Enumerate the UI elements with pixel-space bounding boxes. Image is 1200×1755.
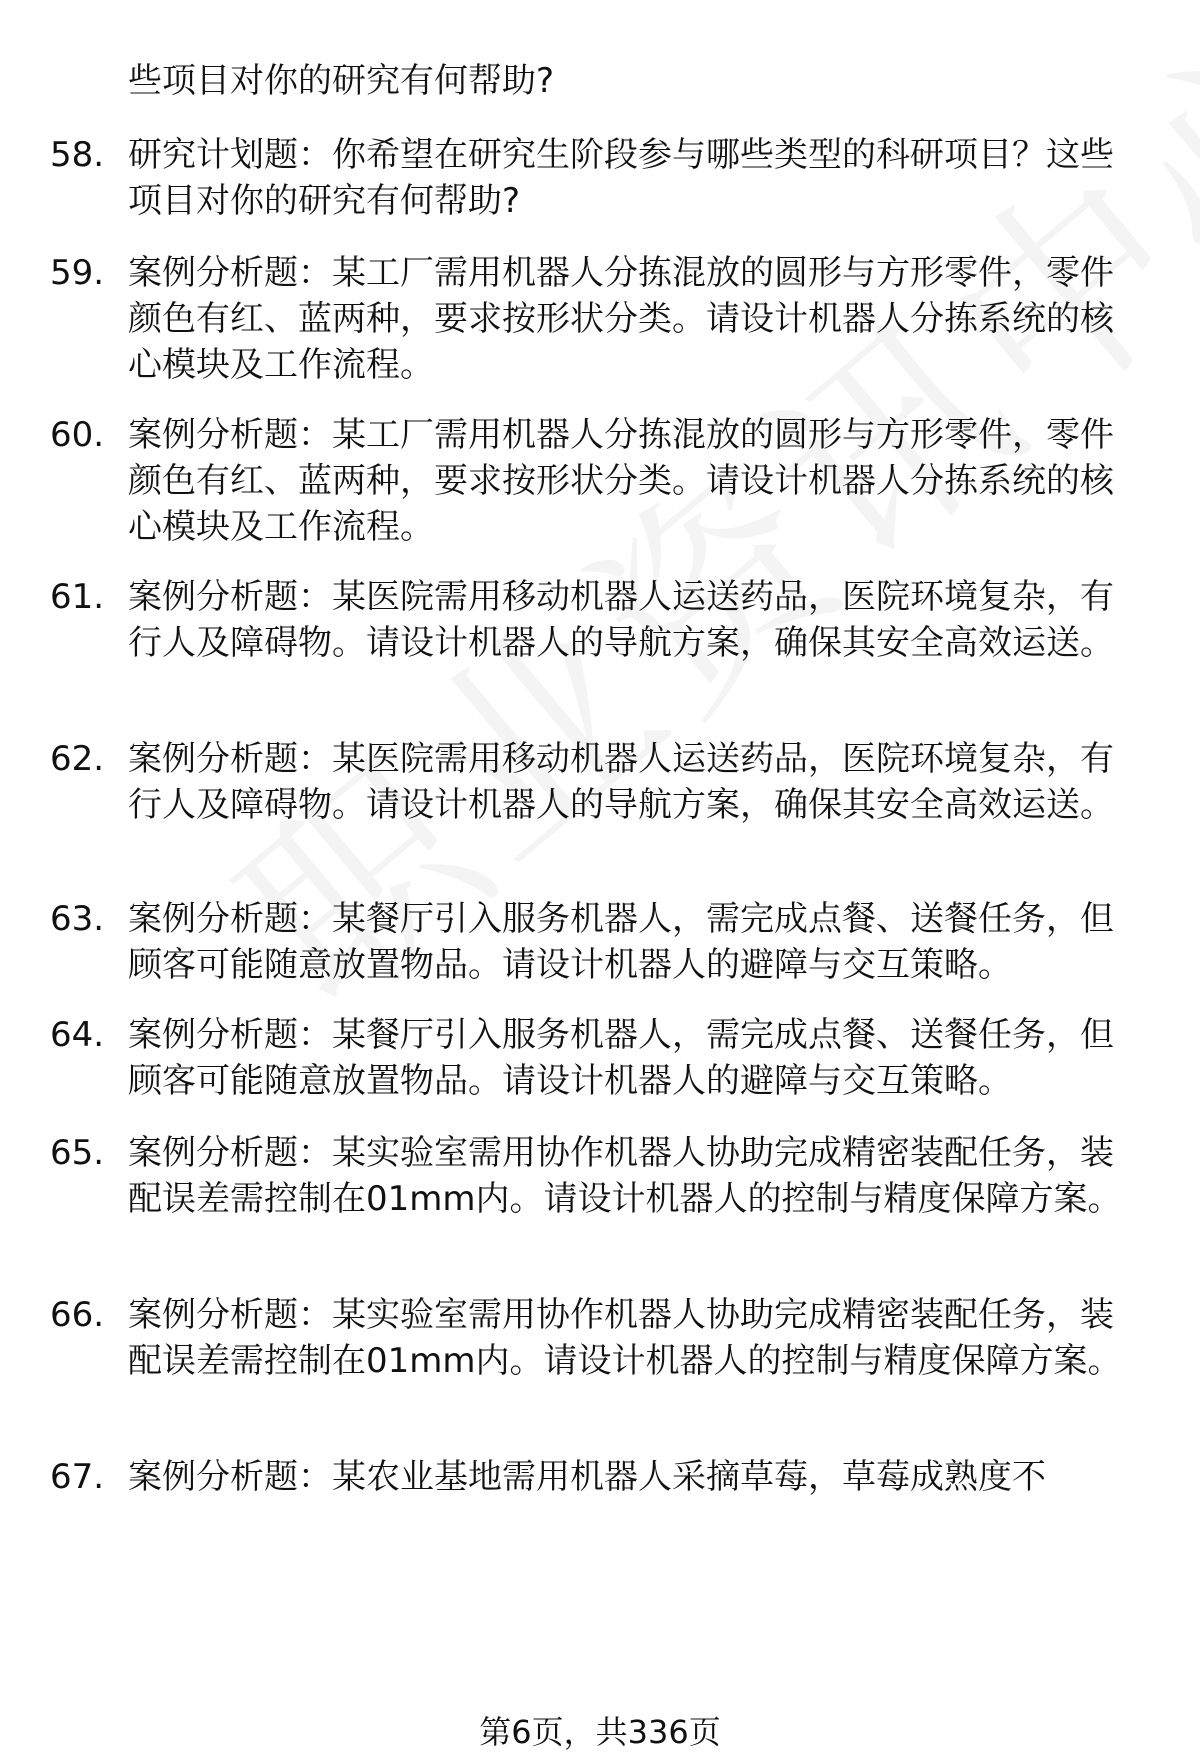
question-number: 66. [50,1295,105,1335]
question-item-66 [50,1292,1140,1384]
question-item-60 [50,412,1140,550]
question-item-63 [50,896,1140,988]
question-number: 61. [50,577,105,617]
question-text: 案例分析题：某餐厅引入服务机器人，需完成点餐、送餐任务，但顾客可能随意放置物品。请设计机器人的避障与交互策略。 [128,1015,1114,1101]
question-number: 58. [50,135,105,175]
question-text: 案例分析题：某实验室需用协作机器人协助完成精密装配任务，装配误差需控制在01mm内。请设计机器人的控制与精度保障方案。 [128,1133,1122,1219]
question-text: 案例分析题：某餐厅引入服务机器人，需完成点餐、送餐任务，但顾客可能随意放置物品。请设计机器人的避障与交互策略。 [128,899,1114,985]
question-number: 60. [50,415,105,455]
question-number: 67. [50,1457,105,1497]
question-text: 案例分析题：某医院需用移动机器人运送药品，医院环境复杂，有行人及障碍物。请设计机器人的导航方案，确保其安全高效运送。 [128,577,1114,663]
question-item-67 [50,1454,1140,1500]
question-text: 案例分析题：某医院需用移动机器人运送药品，医院环境复杂，有行人及障碍物。请设计机器人的导航方案，确保其安全高效运送。 [128,739,1114,825]
question-text: 案例分析题：某工厂需用机器人分拣混放的圆形与方形零件，零件颜色有红、蓝两种，要求按形状分类。请设计机器人分拣系统的核心模块及工作流程。 [128,415,1114,547]
question-item-59 [50,250,1140,388]
continued-question-text: 些项目对你的研究有何帮助? [128,61,555,101]
question-item-61 [50,574,1140,666]
question-item-64 [50,1012,1140,1104]
question-number: 65. [50,1133,105,1173]
question-text: 案例分析题：某实验室需用协作机器人协助完成精密装配任务，装配误差需控制在01mm内。请设计机器人的控制与精度保障方案。 [128,1295,1122,1381]
question-item-65 [50,1130,1140,1222]
question-item-62 [50,736,1140,828]
page-footer: 第6页，共336页 [479,1713,721,1751]
question-number: 63. [50,899,105,939]
question-text: 研究计划题：你希望在研究生阶段参与哪些类型的科研项目？这些项目对你的研究有何帮助? [128,135,1114,221]
question-text: 案例分析题：某农业基地需用机器人采摘草莓，草莓成熟度不 [128,1457,1046,1497]
question-number: 64. [50,1015,105,1055]
question-item-58 [50,132,1140,224]
question-number: 59. [50,253,105,293]
question-text: 案例分析题：某工厂需用机器人分拣混放的圆形与方形零件，零件颜色有红、蓝两种，要求按形状分类。请设计机器人分拣系统的核心模块及工作流程。 [128,253,1114,385]
question-number: 62. [50,739,105,779]
